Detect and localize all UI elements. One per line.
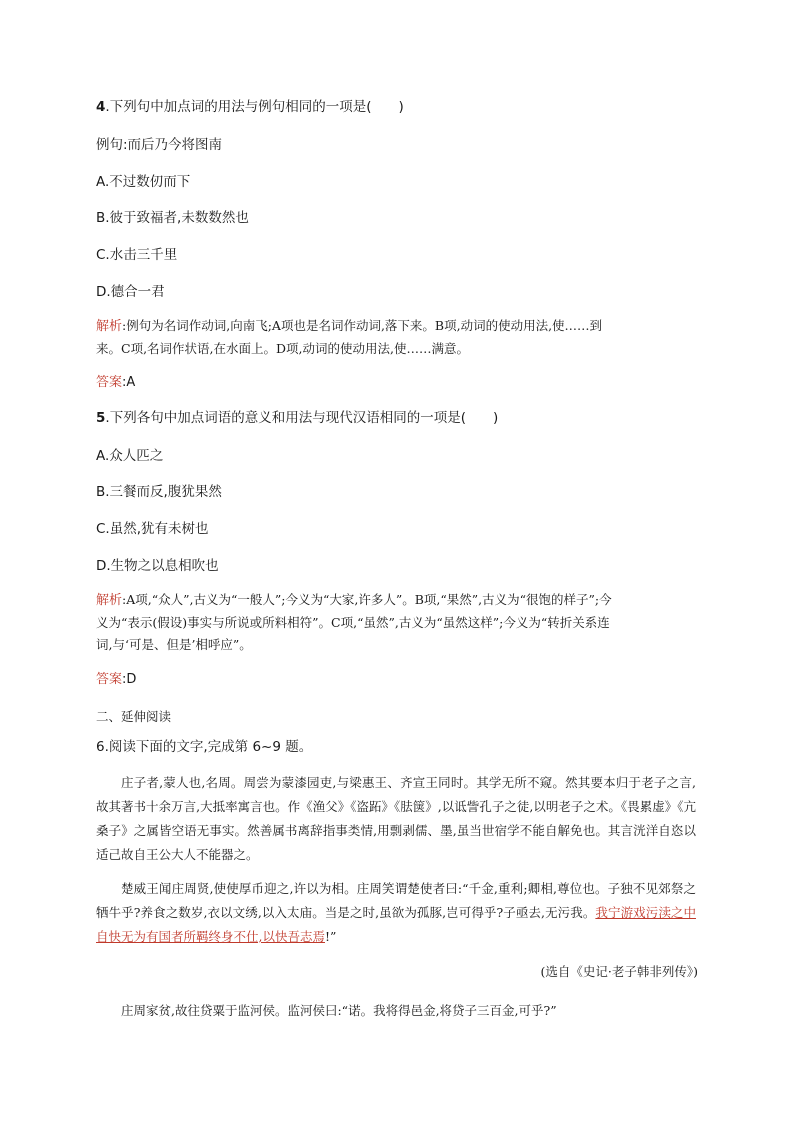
q5-option-d: D.生物之以息相吹也 (96, 558, 219, 574)
q5-analysis-line1: 解析:A项,“众人”,古义为“一般人”;今义为“大家,许多人”。B项,“果然”,古义为“很饱的样子”;今 (96, 592, 612, 608)
section-title: 二、延伸阅读 (96, 709, 172, 724)
q5-analysis-line2: 义为“表示(假设)事实与所说或所料相符”。C项,“虽然”,古义为“虽然这样”;今义为“转折关系连 (96, 615, 610, 630)
answer-label: 答案 (96, 375, 123, 390)
passage-source: (选自《史记·老子韩非列传》) (540, 964, 698, 979)
q5-option-a: A.众人匹之 (96, 448, 164, 464)
passage-paragraph-2: 楚威王闻庄周贤,使使厚币迎之,许以为相。庄周笑谓楚使者曰:“千金,重利;卿相,尊位也。子独不见郊祭之牺牛乎?养食之数岁,衣以文绣,以入太庙。当是之时,虽欲为孤豚,岂可得乎?子亟去,无污我。我宁游戏污渎之中自快无为有国者所羁终身不仕,以快吾志焉!” (96, 881, 696, 944)
passage-paragraph-3: 庄周家贫,故往贷粟于监河侯。监河侯曰:“诺。我将得邑金,将贷子三百金,可乎?” (121, 1003, 557, 1018)
q4-stem: 4.下列句中加点词的用法与例句相同的一项是( ) (96, 99, 404, 115)
q6-stem: 6.阅读下面的文字,完成第 6~9 题。 (96, 739, 313, 755)
q5-stem: 5.下列各句中加点词语的意义和用法与现代汉语相同的一项是( ) (96, 410, 499, 426)
analysis-label: 解析 (96, 593, 123, 608)
q5-analysis-line3: 词,与‘可是、但是’相呼应”。 (96, 637, 252, 652)
q4-option-b: B.彼于致福者,未数数然也 (96, 210, 249, 226)
q4-option-d: D.德合一君 (96, 284, 165, 300)
q5-option-b: B.三餐而反,腹犹果然 (96, 484, 222, 500)
q4-option-a: A.不过数仞而下 (96, 174, 191, 190)
q4-answer: 答案:A (96, 375, 136, 390)
q4-number: 4 (96, 99, 106, 115)
q5-answer: 答案:D (96, 672, 137, 687)
q5-option-c: C.虽然,犹有未树也 (96, 521, 209, 537)
underlined-sentence: 我宁游戏污渎之中自快无为有国者所羁终身不仕,以快吾志焉 (96, 905, 696, 944)
answer-label: 答案 (96, 672, 123, 687)
q4-analysis-line1: 解析:例句为名词作动词,向南飞;A项也是名词作动词,落下来。B项,动词的使动用法,使……到 (96, 318, 603, 334)
q5-number: 5 (96, 410, 106, 426)
q4-example: 例句:而后乃今将图南 (96, 137, 223, 153)
analysis-label: 解析 (96, 319, 123, 334)
passage-paragraph-1: 庄子者,蒙人也,名周。周尝为蒙漆园吏,与梁惠王、齐宣王同时。其学无所不窥。然其要本归于老子之言,故其著书十余万言,大抵率寓言也。作《渔父》《盗跖》《胠箧》,以诋訾孔子之徒,以明老子之术。《畏累虚》《亢桑子》之属皆空语无事实。然善属书离辞指事类情,用剽剥儒、墨,虽当世宿学不能自解免也。其言洸洋自恣以适己故自王公大人不能器之。 (96, 775, 696, 862)
q4-option-c: C.水击三千里 (96, 247, 178, 263)
q4-analysis-line2: 来。C项,名词作状语,在水面上。D项,动词的使动用法,使……满意。 (96, 341, 469, 356)
